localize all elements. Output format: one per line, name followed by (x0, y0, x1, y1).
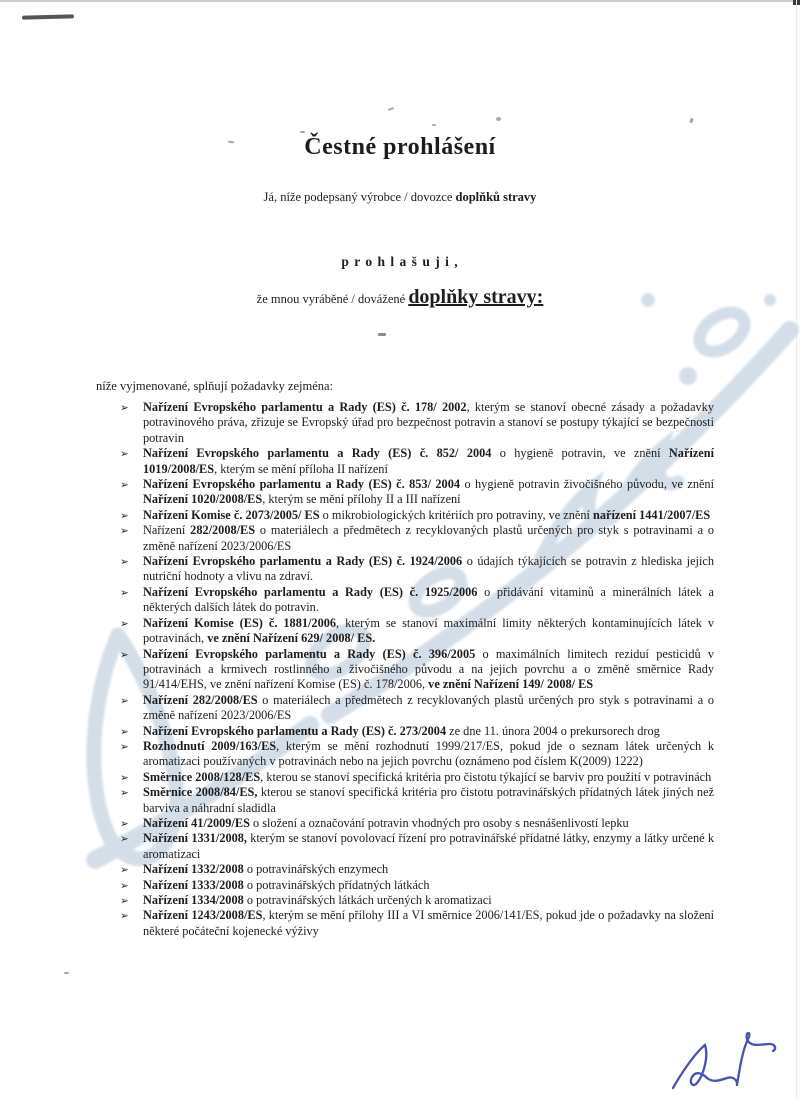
arrow-bullet-icon: ➢ (120, 448, 129, 461)
declare-word: p r o h l a š u j i , (341, 254, 459, 269)
regulation-text: , kterým se mění přílohy III a VI směrnice 2006/141/ES, pokud jde o požadavky na složení některé počáteční kojenecké výživy (143, 908, 714, 938)
scan-speck (496, 117, 501, 121)
arrow-bullet-icon: ➢ (120, 586, 129, 599)
regulation-item (120, 831, 714, 862)
regulation-text: kterým se stanoví povolovací řízení pro potravinářské přídatné látky, enzymy a látky určené k aromatizaci (143, 831, 714, 861)
regulation-ref: Směrnice 2008/128/ES (143, 769, 261, 784)
arrow-bullet-icon: ➢ (120, 833, 129, 846)
declarant-line-regular: Já, níže podepsaný výrobce / dovozce (263, 190, 456, 204)
regulation-ref: Nařízení 1331/2008, (143, 831, 247, 846)
scan-right-edge-line (796, 0, 797, 1100)
regulation-text: o údajích týkajících se potravin z hlediska jejich nutriční hodnoty a vlivu na zdraví. (143, 554, 714, 584)
regulation-item (120, 508, 714, 523)
regulation-text: o potravinářských enzymech (243, 862, 389, 877)
regulation-item (120, 693, 714, 724)
regulation-text: o hygieně potravin živočišného původu, ve znění (460, 477, 714, 492)
regulation-ref: Nařízení 1020/2008/ES (143, 492, 263, 507)
regulation-item (120, 585, 714, 616)
regulation-ref: Nařízení Evropského parlamentu a Rady (ES) č. 396/2005 (143, 646, 476, 661)
regulation-item (120, 878, 714, 893)
regulation-list (120, 400, 714, 939)
regulation-item (120, 647, 714, 693)
scan-top-edge-line (0, 0, 800, 2)
arrow-bullet-icon: ➢ (120, 864, 129, 877)
arrow-bullet-icon: ➢ (120, 556, 129, 569)
regulation-item (120, 785, 714, 816)
regulation-text: , kterým se stanoví obecné zásady a požadavky potravinového práva, zřizuje se Evropský úřad pro bezpečnost potravin a stanoví se postupy týkající se bezpečnosti potravin (143, 400, 714, 445)
regulation-text: o hygieně potravin, ve znění (491, 446, 669, 461)
regulation-text: o mikrobiologických kritériích pro potraviny, ve znění (319, 507, 594, 522)
page-title: Čestné prohlášení (304, 134, 496, 160)
arrow-bullet-icon: ➢ (120, 648, 129, 661)
arrow-bullet-icon: ➢ (120, 771, 129, 784)
regulation-text: ze dne 11. února 2004 o prekursorech drog (446, 723, 660, 738)
regulation-ref: 282/2008/ES (190, 523, 256, 538)
regulation-ref: ve znění Nařízení 149/ 2008/ ES (428, 677, 594, 692)
regulation-item (120, 554, 714, 585)
regulation-ref: Nařízení Komise č. 2073/2005/ ES (143, 507, 320, 522)
arrow-bullet-icon: ➢ (120, 694, 129, 707)
regulation-ref: Nařízení 1333/2008 (143, 877, 244, 892)
lead-line-bold: doplňky stravy: (408, 286, 544, 308)
regulation-ref: Nařízení 282/2008/ES (143, 692, 258, 707)
list-intro: níže vyjmenované, splňují požadavky zejména: (96, 379, 334, 393)
regulation-ref: Nařízení Evropského parlamentu a Rady (ES) č. 1925/2006 (143, 584, 478, 599)
arrow-bullet-icon: ➢ (120, 509, 129, 522)
regulation-item (120, 400, 714, 446)
regulation-text: o maximálních limitech reziduí pesticidů v potravinách a krmivech rostlinného a živočišného původu a na jejich povrchu a o změně směrnice Rady 91/414/EHS, ve znění nařízení Komise (ES) č. 178/2006, (143, 646, 714, 692)
arrow-bullet-icon: ➢ (120, 895, 129, 907)
regulation-text: kterou se stanoví specifická kritéria pro čistotu potravinářských přídatných látek jiných než barviva a náhradní sladidla (143, 785, 714, 815)
regulation-item (120, 739, 714, 770)
regulation-text: , kterým se stanoví maximální limity některých kontaminujících látek v potravinách, (143, 615, 714, 646)
arrow-bullet-icon: ➢ (120, 479, 129, 492)
regulation-item (120, 770, 714, 785)
regulation-text: , kterým se mění rozhodnutí 1999/217/ES, pokud jde o seznam látek určených k aromatizaci používaných v potravinách nebo na jejich povrchu (oznámeno pod číslem K(2009) 1222) (143, 738, 714, 769)
arrow-bullet-icon: ➢ (120, 910, 129, 923)
regulation-text: , kterým se mění příloha II nařízení (214, 461, 388, 476)
scan-speck (64, 972, 69, 974)
signature-scribble (640, 1018, 780, 1100)
regulation-text: o materiálech a předmětech z recyklovaných plastů určených pro styk s potravinami a o změně nařízení 2023/2006/ES (143, 692, 714, 723)
arrow-bullet-icon: ➢ (120, 725, 129, 738)
regulation-ref: Nařízení 41/2009/ES (143, 815, 250, 830)
scan-left-bar-mark (22, 14, 74, 19)
regulation-ref: Nařízení Evropského parlamentu a Rady (ES) č. 853/ 2004 (143, 477, 461, 492)
regulation-ref: Nařízení Evropského parlamentu a Rady (ES) č. 178/ 2002 (143, 400, 467, 414)
scan-speck (300, 131, 305, 133)
regulation-text: , kterým se mění přílohy II a III nařízení (262, 492, 461, 507)
regulation-item (120, 616, 714, 647)
regulation-ref: Nařízení 1243/2008/ES (143, 908, 263, 923)
lead-line-regular: že mnou vyráběné / dovážené (256, 292, 409, 306)
scan-speck (378, 333, 386, 336)
regulation-ref: ve znění Nařízení 629/ 2008/ ES. (207, 631, 376, 646)
regulation-item (120, 724, 714, 739)
regulation-text: o přidávání vitaminů a minerálních látek a některých dalších látek do potravin. (143, 584, 714, 615)
regulation-item (120, 477, 714, 508)
arrow-bullet-icon: ➢ (120, 402, 129, 414)
regulation-item (120, 816, 714, 831)
regulation-ref: Nařízení 1332/2008 (143, 862, 244, 877)
scan-speck (432, 124, 436, 126)
scan-speck (689, 118, 694, 124)
regulation-ref: Nařízení Evropského parlamentu a Rady (ES) č. 1924/2006 (143, 554, 463, 569)
regulation-text: Nařízení (143, 523, 191, 538)
regulation-ref: Rozhodnutí 2009/163/ES (143, 738, 277, 753)
regulation-ref: Nařízení Evropského parlamentu a Rady (ES) č. 852/ 2004 (143, 446, 492, 461)
regulation-item (120, 446, 714, 477)
regulation-ref: Nařízení Komise (ES) č. 1881/2006 (143, 615, 337, 630)
declarant-line (0, 190, 800, 205)
scan-speck (388, 107, 394, 111)
regulation-ref: Nařízení 1019/2008/ES (143, 446, 714, 476)
arrow-bullet-icon: ➢ (120, 740, 129, 753)
regulation-ref: nařízení 1441/2007/ES (593, 507, 711, 522)
regulation-text: o složení a označování potravin vhodných pro osoby s nesnášenlivostí lepku (249, 815, 629, 830)
regulation-ref: Nařízení Evropského parlamentu a Rady (ES) č. 273/2004 (143, 723, 447, 738)
regulation-text: o potravinářských látkách určených k aromatizaci (243, 893, 492, 907)
regulation-ref: Směrnice 2008/84/ES, (143, 785, 258, 800)
arrow-bullet-icon: ➢ (120, 787, 129, 800)
arrow-bullet-icon: ➢ (120, 817, 129, 830)
lead-line (0, 286, 800, 309)
regulation-text: o potravinářských přídatných látkách (243, 877, 430, 892)
declarant-line-bold: doplňků stravy (455, 190, 537, 204)
regulation-ref: Nařízení 1334/2008 (143, 893, 244, 907)
regulation-item (120, 893, 714, 908)
arrow-bullet-icon: ➢ (120, 525, 129, 538)
regulation-item (120, 862, 714, 877)
regulation-text: , kterou se stanoví specifická kritéria pro čistotu týkající se barviv pro použití v potravinách (260, 769, 712, 784)
arrow-bullet-icon: ➢ (120, 879, 129, 892)
regulation-text: o materiálech a předmětech z recyklovaných plastů určených pro styk s potravinami a o změně nařízení 2023/2006/ES (143, 523, 715, 553)
regulation-item (120, 908, 714, 939)
regulation-item (120, 523, 714, 554)
arrow-bullet-icon: ➢ (120, 617, 129, 630)
